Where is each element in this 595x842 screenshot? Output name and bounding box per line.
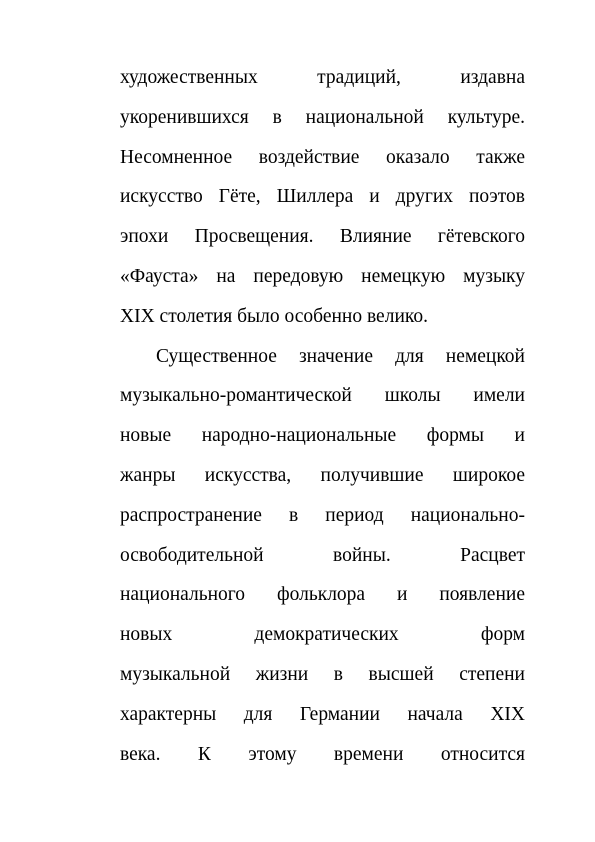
text-line: жанры искусства, получившие широкое — [120, 464, 525, 486]
text-line: Существенное значение для немецкой — [156, 345, 525, 367]
text-line: века. К этому времени относится — [120, 743, 525, 765]
paragraph — [120, 58, 525, 337]
text-line: эпохи Просвещения. Влияние гётевского — [120, 226, 525, 248]
text-line: художественных традиций, издавна — [120, 67, 525, 88]
text-line: искусство Гёте, Шиллера и других поэтов — [120, 186, 525, 208]
text-line: распространение в период национально- — [120, 504, 525, 526]
paragraph — [120, 337, 525, 775]
text-line: XIX столетия было особенно велико. — [120, 305, 428, 327]
text-line: музыкальной жизни в высшей степени — [120, 663, 525, 685]
text-line: новые народно-национальные формы и — [120, 425, 525, 447]
text-line: Несомненное воздействие оказало также — [120, 146, 525, 168]
text-line: укоренившихся в национальной культуре. — [120, 106, 525, 128]
text-line: национального фольклора и появление — [120, 584, 525, 606]
body-text — [120, 58, 525, 774]
text-line: новых демократических форм — [120, 624, 525, 646]
text-line: музыкально-романтической школы имели — [120, 385, 525, 407]
text-line: «Фауста» на передовую немецкую музыку — [120, 265, 525, 287]
text-line: характерны для Германии начала XIX — [120, 703, 525, 725]
text-line: освободительной войны. Расцвет — [120, 544, 525, 566]
